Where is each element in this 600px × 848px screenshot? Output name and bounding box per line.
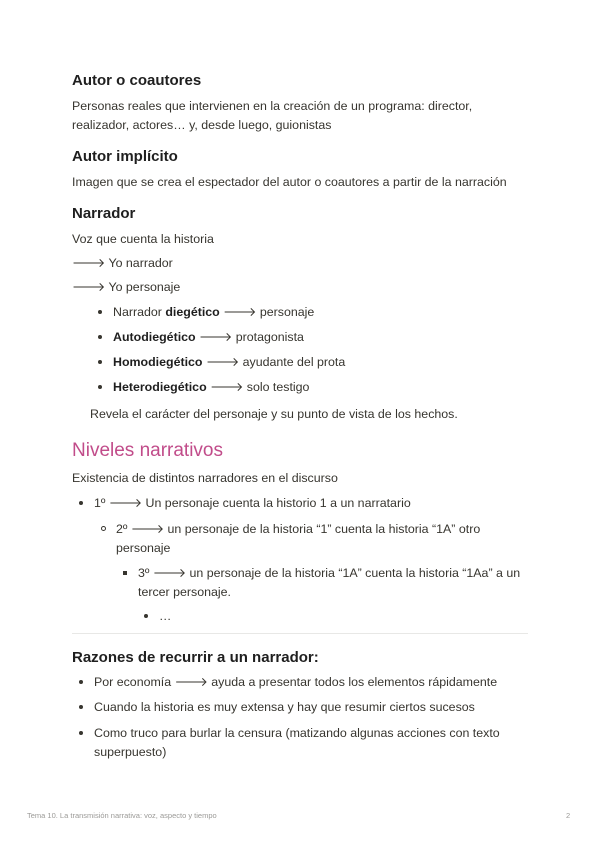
footer-title: Tema 10. La transmisión narrativa: voz, aspecto y tiempo [27,811,217,820]
bullet [79,680,83,684]
heading-narrador: Narrador [72,205,136,222]
bullet [144,614,148,618]
bullet [98,310,102,314]
autor-text-line2: realizador, actores… y, desde luego, guionistas [72,118,332,132]
heading-autor: Autor o coautores [72,72,202,89]
bullet [98,360,102,364]
item-text: 1º 🡒 Un personaje cuenta la historio 1 a un narratario [94,496,411,510]
item-text: 🡒 personaje [219,305,315,319]
divider [72,633,528,634]
item-text: 🡒 ayudante del prota [202,355,346,369]
heading-niveles-narrativos: Niveles narrativos [72,440,223,461]
bullet [98,335,102,339]
narrador-intro: Voz que cuenta la historia [72,232,214,246]
item-bold: Heterodiegético [113,380,207,394]
nivel-4-item [159,607,171,626]
item-text: 🡒 solo testigo [206,380,310,394]
bullet [79,705,83,709]
nivel-2-item [116,520,480,557]
footer-page-number: 2 [566,811,571,820]
item-text: superpuesto) [94,744,167,759]
item-text: … [159,609,172,623]
narrador-arrow-yo-narrador: 🡒 Yo narrador [72,256,173,270]
razon-item-economia [94,673,497,692]
list-item-diegetico [113,303,314,322]
bullet [98,385,102,389]
list-item-heterodiegetico [113,378,309,397]
bullet-square [123,571,127,575]
heading-autor-implicito: Autor implícito [72,148,178,165]
item-text: 3º 🡒 un personaje de la historia “1A” cuenta la historia “1Aa” a un [138,566,521,580]
heading-razones: Razones de recurrir a un narrador: [72,649,319,666]
nivel-1-item [94,494,411,513]
niveles-intro: Existencia de distintos narradores en el discurso [72,471,338,485]
bullet-circle [101,526,106,531]
bullet [79,501,83,505]
razon-item-extensa [94,698,475,717]
item-text: Por economía 🡒 ayuda a presentar todos los elementos rápidamente [94,675,498,689]
narrador-arrow-yo-personaje: 🡒 Yo personaje [72,280,181,294]
autor-text-line1: Personas reales que intervienen en la creación de un programa: director, [72,99,473,113]
item-text: personaje [116,540,171,555]
item-text: 2º 🡒 un personaje de la historia “1” cuenta la historia “1A” otro [116,522,481,536]
nivel-3-item [138,564,520,601]
narrador-note: Revela el carácter del personaje y su punto de vista de los hechos. [90,407,458,421]
item-text: Como truco para burlar la censura (matizando algunas acciones con texto [94,726,500,740]
list-item-homodiegetico [113,353,345,372]
razon-item-censura [94,724,500,761]
item-text: tercer personaje. [138,584,231,599]
list-item-autodiegetico [113,328,304,347]
item-bold: Homodiegético [113,355,203,369]
autor-implicito-text: Imagen que se crea el espectador del autor o coautores a partir de la narración [72,175,507,189]
item-text: Cuando la historia es muy extensa y hay que resumir ciertos sucesos [94,700,475,714]
bullet [79,731,83,735]
item-text: 🡒 protagonista [195,330,304,344]
item-bold: Autodiegético [113,330,196,344]
item-bold: diegético [165,305,220,319]
item-text: Narrador [113,305,166,319]
